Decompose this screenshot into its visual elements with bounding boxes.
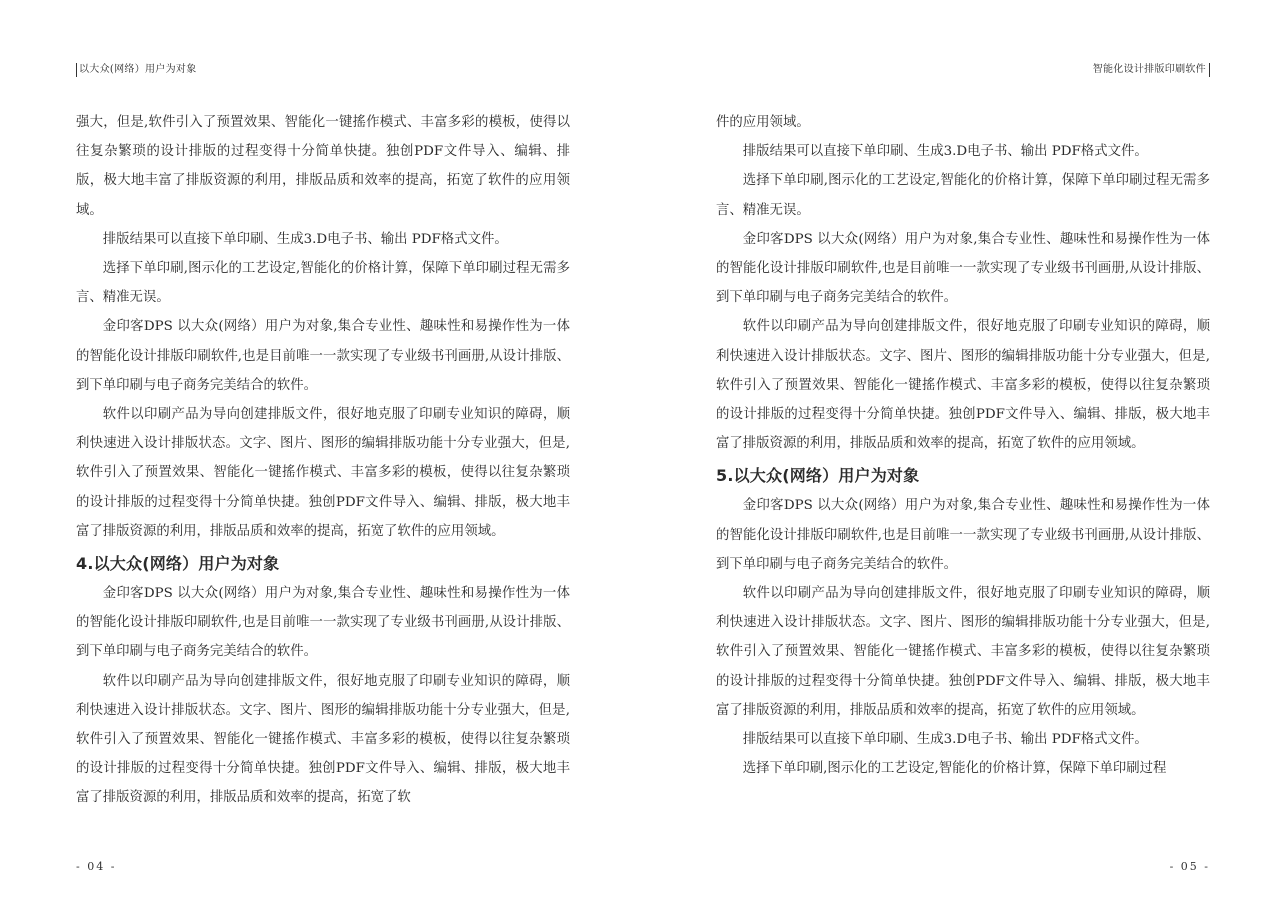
paragraph: 软件以印刷产品为导向创建排版文件，很好地克服了印刷专业知识的障碍，顺利快速进入设计排版状态。文字、图片、图形的编辑排版功能十分专业强大，但是,软件引入了预置效果、智能化一键搖作模式、丰富多彩的模板，使得以往复杂繁琐的设计排版的过程变得十分简单快捷。独创PDF文件导入、编辑、排版，极大地丰富了排版资源的利用，排版品质和效率的提高，拓宽了软件的应用领域。 bbox=[76, 407, 570, 539]
paragraph: 强大，但是,软件引入了预置效果、智能化一键搖作模式、丰富多彩的模板，使得以往复杂繁琐的设计排版的过程变得十分简单快捷。独创PDF文件导入、编辑、排版，极大地丰富了排版资源的利用，排版品质和效率的提高，拓宽了软件的应用领域。 bbox=[76, 115, 570, 218]
paragraph: 选择下单印刷,图示化的工艺设定,智能化的价格计算，保障下单印刷过程无需多言、精准无误。 bbox=[76, 261, 570, 306]
paragraph: 选择下单印刷,图示化的工艺设定,智能化的价格计算，保障下单印刷过程无需多言、精准无误。 bbox=[716, 173, 1210, 218]
right-page-number: - 05 - bbox=[1169, 860, 1210, 873]
paragraph: 排版结果可以直接下单印刷、生成3.D电子书、输出 PDF格式文件。 bbox=[742, 144, 1148, 160]
paragraph: 软件以印刷产品为导向创建排版文件，很好地克服了印刷专业知识的障碍，顺利快速进入设计排版状态。文字、图片、图形的编辑排版功能十分专业强大，但是,软件引入了预置效果、智能化一键搖作模式、丰富多彩的模板，使得以往复杂繁琐的设计排版的过程变得十分简单快捷。独创PDF文件导入、编辑、排版，极大地丰富了排版资源的利用，排版品质和效率的提高，拓宽了软件的应用领域。 bbox=[716, 319, 1210, 452]
section-heading-4: 4.以大众(网络）用户为对象 bbox=[76, 554, 280, 574]
left-page bbox=[76, 0, 570, 907]
section-heading-5: 5.以大众(网络）用户为对象 bbox=[716, 466, 920, 486]
paragraph: 排版结果可以直接下单印刷、生成3.D电子书、输出 PDF格式文件。 bbox=[102, 231, 508, 247]
left-page-body bbox=[76, 108, 570, 813]
paragraph: 金印客DPS 以大众(网络）用户为对象,集合专业性、趣味性和易操作性为一体的智能化设计排版印刷软件,也是目前唯一一款实现了专业级书刊画册,从设计排版、到下单印刷与电子商务完美结合的软件。 bbox=[76, 586, 570, 660]
paragraph: 金印客DPS 以大众(网络）用户为对象,集合专业性、趣味性和易操作性为一体的智能化设计排版印刷软件,也是目前唯一一款实现了专业级书刊画册,从设计排版、到下单印刷与电子商务完美结合的软件。 bbox=[716, 498, 1210, 572]
paragraph: 金印客DPS 以大众(网络）用户为对象,集合专业性、趣味性和易操作性为一体的智能化设计排版印刷软件,也是目前唯一一款实现了专业级书刊画册,从设计排版、到下单印刷与电子商务完美结合的软件。 bbox=[76, 319, 570, 393]
right-page-body bbox=[716, 108, 1210, 783]
left-running-head: 以大众(网络）用户为对象 bbox=[76, 63, 197, 77]
paragraph: 金印客DPS 以大众(网络）用户为对象,集合专业性、趣味性和易操作性为一体的智能化设计排版印刷软件,也是目前唯一一款实现了专业级书刊画册,从设计排版、到下单印刷与电子商务完美结合的软件。 bbox=[716, 231, 1210, 306]
paragraph: 软件以印刷产品为导向创建排版文件，很好地克服了印刷专业知识的障碍，顺利快速进入设计排版状态。文字、图片、图形的编辑排版功能十分专业强大，但是,软件引入了预置效果、智能化一键搖作模式、丰富多彩的模板，使得以往复杂繁琐的设计排版的过程变得十分简单快捷。独创PDF文件导入、编辑、排版，极大地丰富了排版资源的利用，排版品质和效率的提高，拓宽了软件的应用领域。 bbox=[716, 586, 1210, 718]
paragraph: 选择下单印刷,图示化的工艺设定,智能化的价格计算，保障下单印刷过程 bbox=[742, 761, 1167, 777]
right-running-head: 智能化设计排版印刷软件 bbox=[1093, 63, 1210, 77]
paragraph: 软件以印刷产品为导向创建排版文件，很好地克服了印刷专业知识的障碍，顺利快速进入设计排版状态。文字、图片、图形的编辑排版功能十分专业强大，但是,软件引入了预置效果、智能化一键搖作模式、丰富多彩的模板，使得以往复杂繁琐的设计排版的过程变得十分简单快捷。独创PDF文件导入、编辑、排版，极大地丰富了排版资源的利用，排版品质和效率的提高，拓宽了软 bbox=[76, 673, 570, 806]
left-page-number: - 04 - bbox=[76, 860, 117, 873]
paragraph: 件的应用领域。 bbox=[716, 115, 810, 130]
right-page bbox=[716, 0, 1210, 907]
paragraph: 排版结果可以直接下单印刷、生成3.D电子书、输出 PDF格式文件。 bbox=[742, 732, 1148, 748]
